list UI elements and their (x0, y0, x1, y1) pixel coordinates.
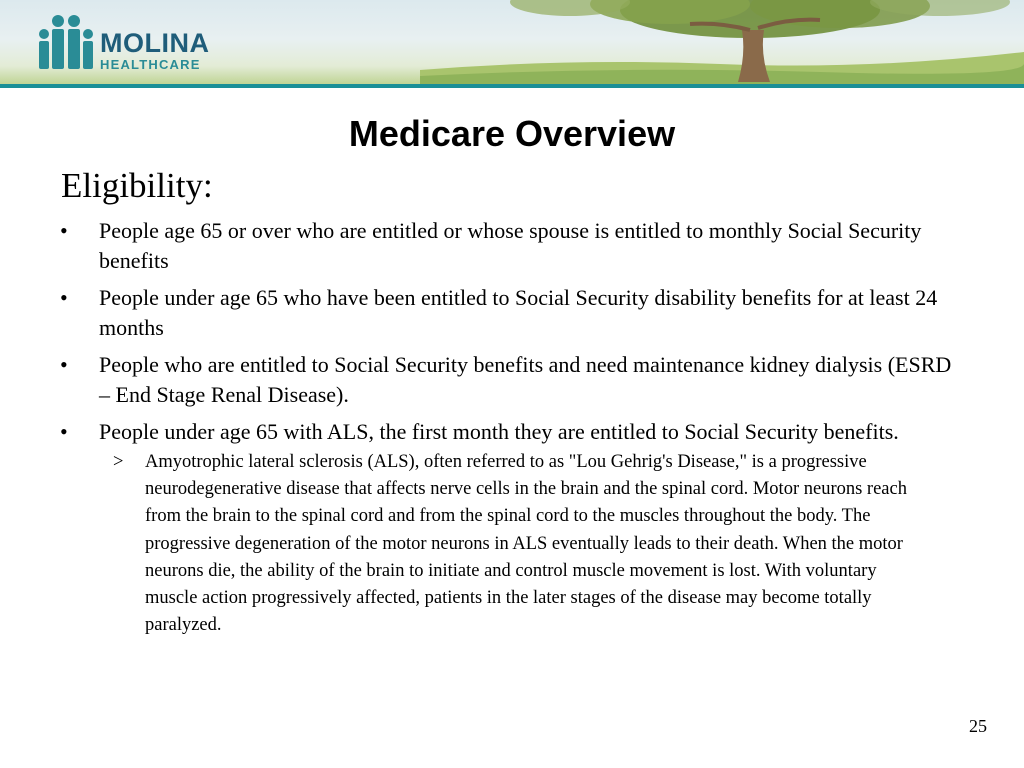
page-number: 25 (969, 716, 987, 736)
sub-list-item (99, 449, 919, 639)
list-item (60, 283, 960, 343)
bullet-text: People under age 65 who have been entitled to Social Security disability benefits for at least 24 months (99, 285, 938, 340)
bullet-icon: • (60, 352, 68, 377)
list-item (60, 350, 960, 410)
logo-wordmark: MOLINA (100, 28, 210, 58)
tree-landscape-image (420, 0, 1024, 84)
slide-title: Medicare Overview (348, 113, 676, 154)
bullet-icon: • (60, 285, 68, 310)
sub-list (99, 449, 919, 639)
header-divider (0, 84, 1024, 88)
logo-subtitle: HEALTHCARE (100, 57, 201, 72)
list-item (60, 417, 960, 639)
bullet-text: People who are entitled to Social Security benefits and need maintenance kidney dialysis (ESRD – End Stage Renal Disease). (99, 352, 952, 407)
chevron-right-icon: > (113, 452, 124, 472)
eligibility-list (60, 216, 960, 646)
bullet-text: People age 65 or over who are entitled or whose spouse is entitled to monthly Social Security benefits (99, 218, 922, 273)
bullet-icon: • (60, 218, 68, 243)
bullet-text: People under age 65 with ALS, the first month they are entitled to Social Security benefits. (99, 419, 899, 444)
section-heading: Eligibility: (61, 166, 213, 205)
header-banner (0, 0, 1024, 88)
bullet-icon: • (60, 419, 68, 444)
list-item (60, 216, 960, 276)
molina-logo (36, 12, 236, 72)
people-icon (36, 12, 96, 72)
sub-bullet-text: Amyotrophic lateral sclerosis (ALS), often referred to as "Lou Gehrig's Disease," is a progressive neurodegenerative disease that affects nerve cells in the brain and the spinal cord. Motor neurons reach from the brain to the spinal cord and from the spinal cord to the muscles throughout the body. The progressive degeneration of the motor neurons in ALS eventually leads to their death. When the motor neurons die, the ability of the brain to initiate and control muscle movement is lost. With voluntary muscle action progressively affected, patients in the later stages of the disease may become totally paralyzed. (145, 452, 907, 636)
